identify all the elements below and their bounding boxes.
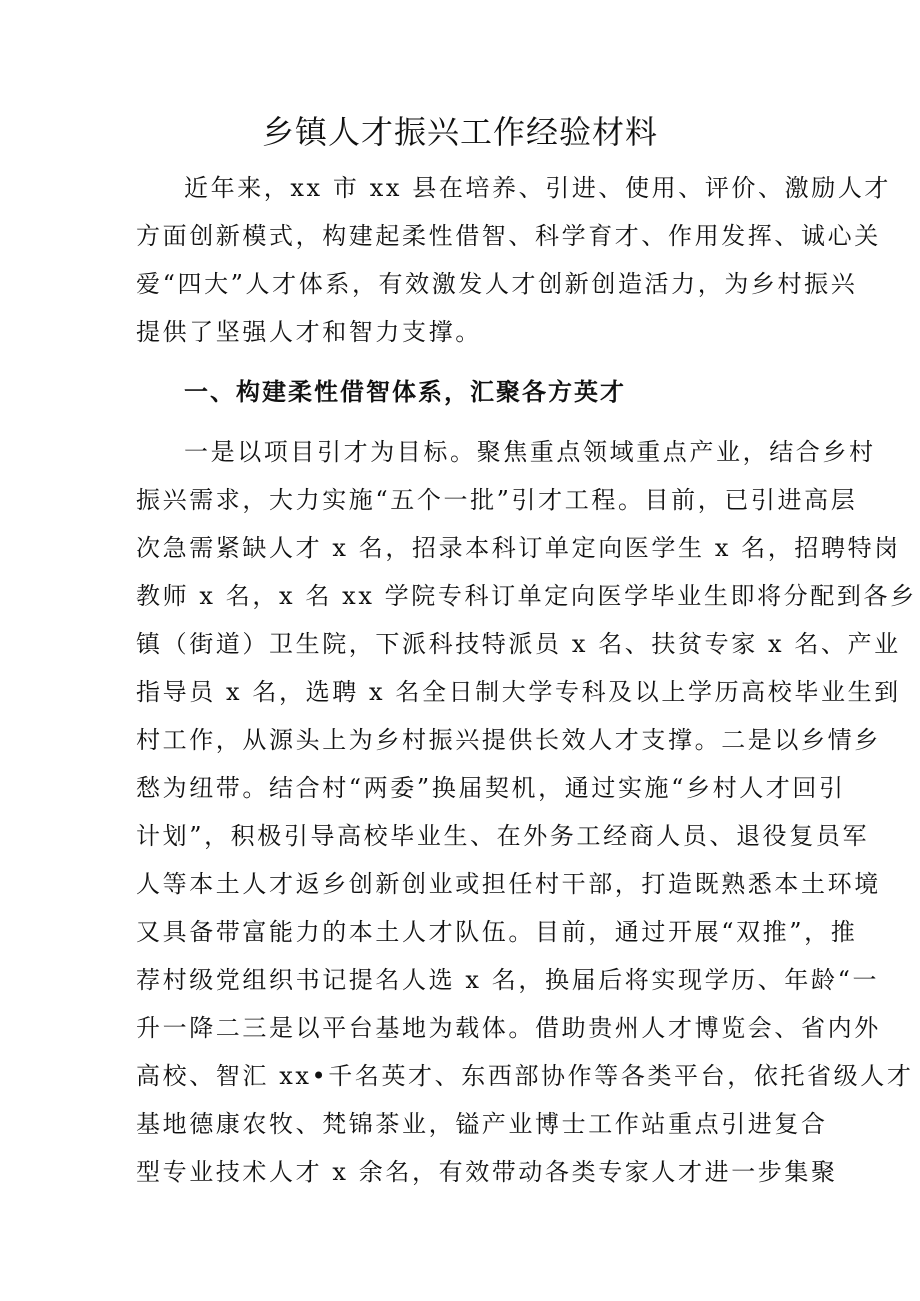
body-line: 基地德康农牧、梵锦茶业，镒产业博士工作站重点引进复合 bbox=[136, 1110, 828, 1138]
body-line: 镇（街道）卫生院，下派科技特派员 x 名、扶贫专家 x 名、产业 bbox=[136, 630, 901, 658]
body-line: 次急需紧缺人才 x 名，招录本科订单定向医学生 x 名，招聘特岗 bbox=[136, 534, 901, 562]
intro-line: 爱“四大”人才体系，有效激发人才创新创造活力，为乡村振兴 bbox=[136, 270, 858, 298]
body-line: 荐村级党组织书记提名人选 x 名，换届后将实现学历、年龄“一 bbox=[136, 966, 880, 994]
body-line: 计划”，积极引导高校毕业生、在外务工经商人员、退役复员军 bbox=[136, 822, 870, 850]
body-line: 升一降二三是以平台基地为载体。借助贵州人才博览会、省内外 bbox=[136, 1014, 881, 1042]
body-line: 振兴需求，大力实施“五个一批”引才工程。目前，已引进高层 bbox=[136, 486, 858, 514]
intro-line: 方面创新模式，构建起柔性借智、科学育才、作用发挥、诚心关 bbox=[136, 222, 881, 250]
body-line: 又具备带富能力的本土人才队伍。目前，通过开展“双推”，推 bbox=[136, 918, 858, 946]
body-line: 愁为纽带。结合村“两委”换届契机，通过实施“乡村人才回引 bbox=[136, 774, 846, 802]
body-line: 指导员 x 名，选聘 x 名全日制大学专科及以上学历高校毕业生到 bbox=[136, 678, 901, 706]
intro-line: 提供了坚强人才和智力支撑。 bbox=[136, 318, 482, 346]
body-line: 一是以项目引才为目标。聚焦重点领域重点产业，结合乡村 bbox=[184, 438, 876, 466]
body-line: 高校、智汇 xx•千名英才、东西部协作等各类平台，依托省级人才 bbox=[136, 1062, 914, 1090]
body-line: 教师 x 名，x 名 xx 学院专科订单定向医学毕业生即将分配到各乡 bbox=[136, 582, 917, 610]
section-heading: 一、构建柔性借智体系，汇聚各方英才 bbox=[184, 378, 626, 406]
document-title: 乡镇人才振兴工作经验材料 bbox=[261, 113, 658, 151]
body-line: 人等本土人才返乡创新创业或担任村干部，打造既熟悉本土环境 bbox=[136, 870, 881, 898]
body-line: 村工作，从源头上为乡村振兴提供长效人才支撑。二是以乡情乡 bbox=[136, 726, 881, 754]
body-line: 型专业技术人才 x 余名，有效带动各类专家人才进一步集聚 bbox=[136, 1158, 838, 1186]
intro-line: 近年来，xx 市 xx 县在培养、引进、使用、评价、激励人才 bbox=[184, 174, 892, 202]
